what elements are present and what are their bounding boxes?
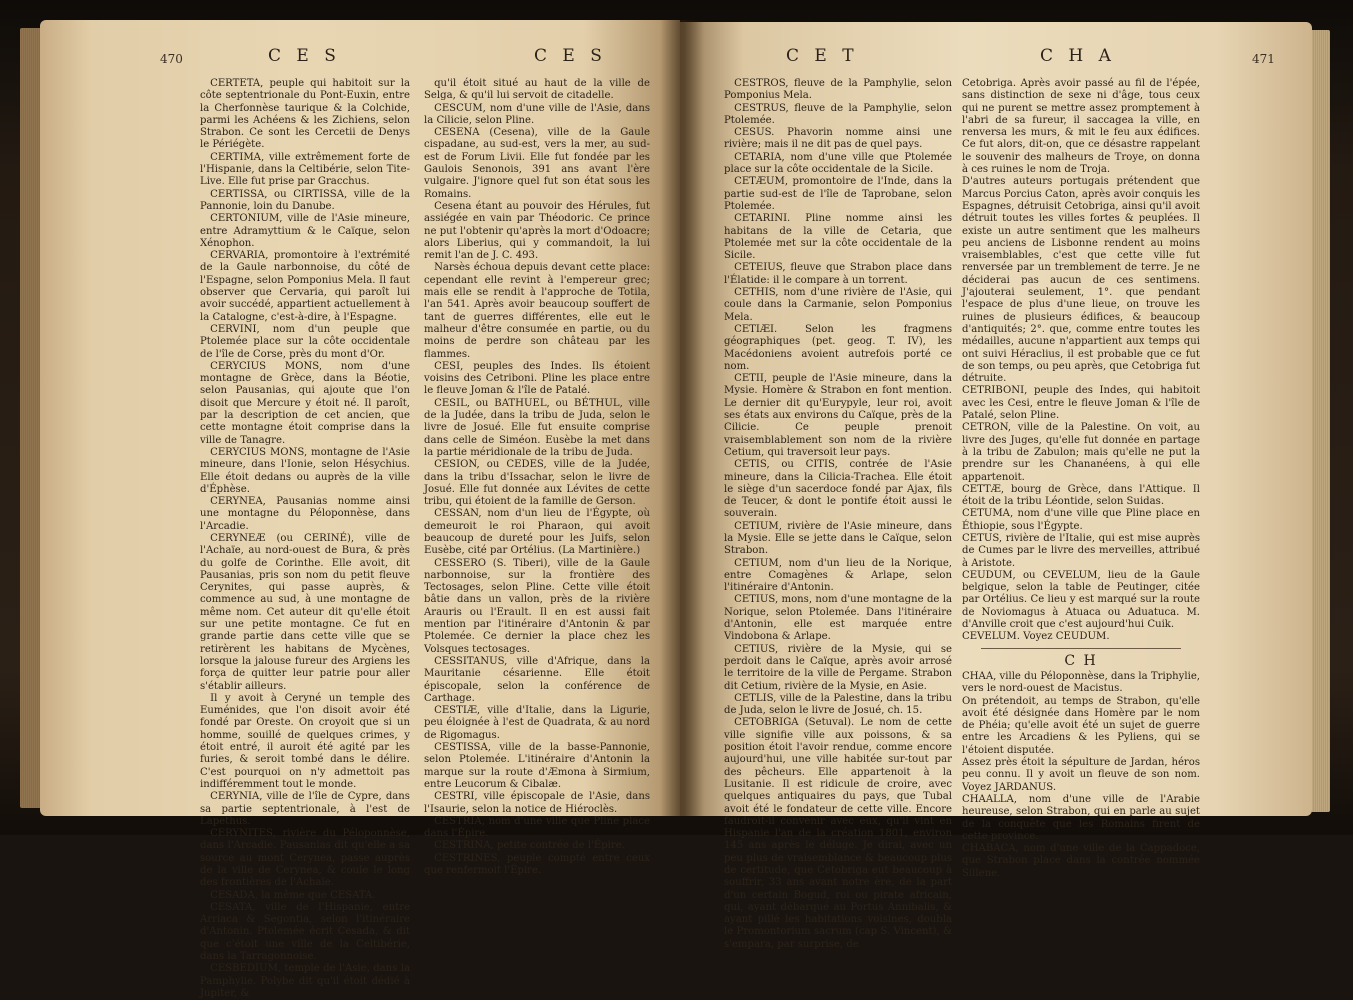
dictionary-entry: CESTRINES, peuple compté entre ceux que renfermoit l'Épire. xyxy=(424,852,650,876)
running-head-left-2: C E S xyxy=(534,46,607,66)
dictionary-entry: CETTÆ, bourg de Grèce, dans l'Attique. Il étoit de la tribu Léontide, selon Suidas. xyxy=(962,483,1200,508)
dictionary-entry: CERYNITES, rivière du Péloponnèse, dans l'Arcadie. Pausanias dit qu'elle a sa source au mont Cerynea, passe auprès de la ville de Cerynea, & coule le long des frontières de l'Achaïe. xyxy=(200,828,410,889)
left-page-column-1 xyxy=(200,78,410,999)
dictionary-entry: CESTISSA, ville de la basse-Pannonie, selon Ptolemée. L'itinéraire d'Antonin la marque sur la route d'Æmona à Sirmium, entre Leucorum & Cibalæ. xyxy=(424,742,650,790)
running-head-right-1: C E T xyxy=(786,46,859,66)
dictionary-entry: CEUDUM, ou CEVELUM, lieu de la Gaule belgique, selon la table de Peutinger, citée par Ortélius. Ce lieu y est marqué sur la route de Noviomagus à Atuaca ou Aduatuca. M. d'Anville croit que c'est aujourd'hui Cuik. xyxy=(962,569,1200,631)
dictionary-entry: CETLIS, ville de la Palestine, dans la tribu de Juda, selon le livre de Josué, ch. 15. xyxy=(724,692,952,717)
right-page-column-2-bottom xyxy=(962,671,1200,880)
dictionary-entry: CESATA, ville de l'Hispanie, entre Arriaca & Segontia, selon l'itinéraire d'Antonin. Ptolemée écrit Cesada, & dit que c'étoit une ville de la Celtibérie, dans la Tarragonnoise. xyxy=(200,901,410,963)
dictionary-entry: CESBEDIUM, temple de l'Asie, dans la Pamphylie. Polybe dit qu'il étoit dédié à Jupiter, & xyxy=(200,963,410,999)
dictionary-entry: CETARINI. Pline nomme ainsi les habitans de la ville de Cetaria, que Ptolemée met sur la côte occidentale de la Sicile. xyxy=(724,213,952,262)
dictionary-entry: CETIS, ou CITIS, contrée de l'Asie mineure, dans la Cilicia-Trachea. Elle étoit le siège d'un sacerdoce fondé par Ajax, fils de Teucer, & dont le pontife étoit aussi le souverain. xyxy=(724,459,952,520)
dictionary-entry: CERVARIA, promontoire à l'extrémité de la Gaule narbonnoise, du côté de l'Espagne, selon Pomponius Mela. Il faut observer que Cervaria, qui paroît lui avoir succédé, appartient actuellement à la Catalogne, c'est-à-dire, à l'Espagne. xyxy=(200,250,410,323)
dictionary-entry: CETIUM, rivière de l'Asie mineure, dans la Mysie. Elle se jette dans le Caïque, selon Strabon. xyxy=(724,520,952,557)
dictionary-entry: CETIÆI. Selon les fragmens géographiques (pet. geog. T. IV), les Macédoniens avoient autrefois porté ce nom. xyxy=(724,323,952,372)
page-number-right: 471 xyxy=(1252,52,1275,66)
dictionary-entry: CERYCIUS MONS, montagne de l'Asie mineure, dans l'Ionie, selon Hésychius. Elle étoit dedans ou auprès de la ville d'Éphèse. xyxy=(200,446,410,495)
dictionary-entry: Narsès échoua depuis devant cette place: cependant elle revint à l'empereur grec; mais elle se rendit à l'approche de Totila, l'an 541. Après avoir beaucoup souffert de tant de guerres différentes, elle eut le malheur d'être consumée en partie, ou du moins de perdre son château par les flammes. xyxy=(424,262,650,360)
left-page-column-2 xyxy=(424,78,650,876)
dictionary-entry: CERTETA, peuple qui habitoit sur la côte septentrionale du Pont-Euxin, entre la Cherfonnèse taurique & la Colchide, parmi les Achéens & les Zichiens, selon Strabon. Ce sont les Cercetii de Denys le Périégète. xyxy=(200,78,410,151)
dictionary-entry: CERVINI, nom d'un peuple que Ptolemée place sur la côte occidentale de l'île de Corse, près du mont d'Or. xyxy=(200,323,410,360)
dictionary-entry: CETÆUM, promontoire de l'Inde, dans la partie sud-est de l'île de Taprobane, selon Ptolemée. xyxy=(724,176,952,212)
dictionary-entry: CESTRI, ville épiscopale de l'Asie, dans l'Isaurie, selon la notice de Hiéroclès. xyxy=(424,791,650,815)
dictionary-entry: CHAALLA, nom d'une ville de l'Arabie heureuse, selon Strabon, qui en parle au sujet de la conquête que les Romains firent de cette province. xyxy=(962,793,1200,842)
dictionary-entry: Cetobriga. Après avoir passé au fil de l'épée, sans distinction de sexe ni d'âge, tous ceux qui ne purent se mettre assez promptement à l'abri de sa fureur, il saccagea la ville, en renversa les murs, & mit le feu aux édifices. Ce fut alors, dit-on, que ce désastre rappelant le souvenir des malheurs de Troye, on donna à ces ruines le nom de Troja. xyxy=(962,78,1200,176)
running-head-left-1: C E S xyxy=(268,46,341,66)
dictionary-entry: CETEIUS, fleuve que Strabon place dans l'Élatide: il le compare à un torrent. xyxy=(724,262,952,286)
dictionary-entry: On prétendoit, au temps de Strabon, qu'elle avoit été désignée dans Homère par le nom de Phéia; qu'elle avoit été un sujet de guerre entre les Arcadiens & les Pyliens, qui se l'étoient disputée. xyxy=(962,695,1200,756)
dictionary-entry: CETIUS, rivière de la Mysie, qui se perdoit dans le Caïque, après avoir arrosé le territoire de la ville de Pergame. Strabon dit Cetium, rivière de la Mysie, en Asie. xyxy=(724,643,952,692)
dictionary-entry: CETUMA, nom d'une ville que Pline place en Éthiopie, sous l'Égypte. xyxy=(962,508,1200,532)
dictionary-entry: CEVELUM. Voyez CEUDUM. xyxy=(962,631,1110,643)
dictionary-entry: CESTROS, fleuve de la Pamphylie, selon Pomponius Mela. xyxy=(724,78,952,102)
dictionary-entry: CESSERO (S. Tiberi), ville de la Gaule narbonnoise, sur la frontière des Tectosages, selon Pline. Cette ville étoit bâtie dans un vallon, près de la rivière Arauris ou l'Erault. Il en est aussi fait mention par l'itinéraire d'Antonin & par Ptolemée. Ce dernier la place chez les Volsques tectosages. xyxy=(424,557,650,655)
dictionary-entry: CESCUM, nom d'une ville de l'Asie, dans la Cilicie, selon Pline. xyxy=(424,102,650,126)
dictionary-entry: CERYNEÆ (ou CERINÉ), ville de l'Achaïe, au nord-ouest de Bura, & près du golfe de Corinthe. Elle avoit, dit Pausanias, pris son nom du petit fleuve Cerynites, qui passe auprès, & commence au sud, à une montagne de même nom. Cet auteur dit qu'elle étoit sur une petite montagne. Ce fut en grande partie dans cette ville que se retirèrent les habitans de Mycènes, lorsque la jalouse fureur des Argiens les força de quitter leur patrie pour aller s'établir ailleurs. xyxy=(200,532,410,692)
dictionary-entry: CESSAN, nom d'un lieu de l'Égypte, où demeuroit le roi Pharaon, qui avoit beaucoup de dureté pour les Juifs, selon Eusèbe, cité par Ortélius. (La Martinière.) xyxy=(424,508,650,557)
dictionary-entry: CESTRIA, nom d'une ville que Pline place dans l'Épire. xyxy=(424,815,650,840)
right-page-column-2 xyxy=(962,78,1200,879)
dictionary-entry: CETII, peuple de l'Asie mineure, dans la Mysie. Homère & Strabon en font mention. Le dernier dit qu'Eurypyle, leur roi, avoit ses états aux environs du Caïque, près de la Cilicie. Ce peuple prenoit vraisemblablement son nom de la rivière Cetium, qui traversoit leur pays. xyxy=(724,373,952,458)
book-gutter xyxy=(660,20,704,816)
dictionary-entry: CHAA, ville du Péloponnèse, dans la Triphylie, vers le nord-ouest de Macistus. xyxy=(962,670,1200,695)
dictionary-entry: CERYNIA, ville de l'île de Cypre, dans sa partie septentrionale, à l'est de Lapethus. xyxy=(200,791,410,827)
right-page-edges xyxy=(1310,30,1330,812)
dictionary-entry: CERTONIUM, ville de l'Asie mineure, entre Adramyttium & le Caïque, selon Xénophon. xyxy=(200,213,410,249)
right-page-column-1 xyxy=(724,78,952,950)
dictionary-entry: CERTIMA, ville extrêmement forte de l'Hispanie, dans la Celtibérie, selon Tite-Live. Elle fut prise par Gracchus. xyxy=(200,151,410,188)
dictionary-entry: CESUS. Phavorin nomme ainsi une rivière; mais il ne dit pas de quel pays. xyxy=(724,127,952,151)
page-number-left: 470 xyxy=(160,52,183,66)
dictionary-entry: CETOBRIGA (Setuval). Le nom de cette ville signifie ville aux poissons, & sa position étoit l'avoir rendue, comme encore aujourd'hui, une ville habitée sur-tout par des pêcheurs. Elle appartenoit à la Lusitanie. Il est ridicule de croire, avec quelques antiquaires du pays, que Tubal avoit été le fondateur de cette ville. Encore faudroit-il convenir avec eux, qu'il vint en Hispanie l'an de la création 1801, environ 145 ans après le déluge. Je dirai, avec un peu plus de vraisemblance & beaucoup plus de certitude, que Cetobriga eut beaucoup à souffrir, 33 ans avant notre ère, de la part d'un certain Bogud, roi ou pirate africain, qui, ayant débarqué au Portus Annibalis, & ayant pillé les habitations voisines, doubla le Promontorium sacrum (cap S. Vincent), & s'empara, par surprise, de xyxy=(724,717,952,950)
dictionary-entry: CETRIBONI, peuple des Indes, qui habitoit avec les Cesi, entre le fleuve Joman & l'île de Patalé, selon Pline. xyxy=(962,385,1200,422)
dictionary-entry: CESTRUS, fleuve de la Pamphylie, selon Ptolemée. xyxy=(724,102,952,126)
dictionary-entry: CESSITANUS, ville d'Afrique, dans la Mauritanie césarienne. Elle étoit épiscopale, selon la conférence de Carthage. xyxy=(424,655,650,704)
dictionary-entry: D'autres auteurs portugais prétendent que Marcus Porcius Caton, après avoir conquis les Espagnes, détruisit Cetobriga, ainsi qu'il avoit détruit toutes les villes fortes & peuplées. Il existe un autre sentiment que les malheurs peu anciens de Lisbonne rendent au moins vraisemblables, c'est que cette ville fut renversée par un tremblement de terre. Je ne déciderai pas aucun de ces sentimens. J'ajouterai seulement, 1°. que pendant l'espace de plus d'une lieue, on trouve les ruines de plusieurs édifices, & beaucoup d'antiquités; 2°. que, comme entre toutes les médailles, aucune n'appartient aux temps qui ont suivi Héraclius, il est probable que ce fut de son temps, ou peu après, que Cetobriga fut détruite. xyxy=(962,176,1200,385)
dictionary-entry: CESADA, la même que CESATA. xyxy=(210,889,376,901)
running-head-right-2: C H A xyxy=(1040,46,1116,66)
dictionary-entry: CESION, ou CEDES, ville de la Judée, dans la tribu d'Issachar, selon le livre de Josué. Elle fut donnée aux Lévites de cette tribu, qui étoient de la famille de Gerson. xyxy=(424,459,650,508)
dictionary-entry: CERYCIUS MONS, nom d'une montagne de Grèce, dans la Béotie, selon Pausanias, qui ajoute que l'on disoit que Mercure y étoit né. Il paroît, par la description de cet ancien, que cette montagne étoit comprise dans la ville de Tanagre. xyxy=(200,360,410,446)
dictionary-entry: CETUS, rivière de l'Italie, qui est mise auprès de Cumes par le livre des merveilles, attribué à Aristote. xyxy=(962,532,1200,569)
dictionary-entry: CESENA (Cesena), ville de la Gaule cispadane, au sud-est, vers la mer, au sud-est de Forum Livii. Elle fut fondée par les Gaulois Senonois, 391 ans avant l'ère vulgaire. J'ignore quel fut son état sous les Romains. xyxy=(424,127,650,200)
dictionary-entry: qu'il étoit situé au haut de la ville de Selga, & qu'il lui servoit de citadelle. xyxy=(424,78,650,102)
dictionary-entry: CESTRINA, petite contrée de l'Épire. xyxy=(434,840,625,852)
dictionary-entry: CERYNEA, Pausanias nomme ainsi une montagne du Péloponnèse, dans l'Arcadie. xyxy=(200,496,410,532)
right-page-column-2-top xyxy=(962,78,1200,644)
dictionary-entry: CETRON, ville de la Palestine. On voit, au livre des Juges, qu'elle fut donnée en partage à la tribu de Zabulon; mais qu'elle ne put la prendre sur les Chananéens, à qui elle appartenoit. xyxy=(962,422,1200,483)
dictionary-entry: CETHIS, nom d'une rivière de l'Asie, qui coule dans la Carmanie, selon Pomponius Mela. xyxy=(724,287,952,323)
dictionary-entry: CESTIÆ, ville d'Italie, dans la Ligurie, peu éloignée à l'est de Quadrata, & au nord de Rigomagus. xyxy=(424,705,650,741)
dictionary-entry: CETIUS, mons, nom d'une montagne de la Norique, selon Ptolemée. Dans l'itinéraire d'Antonin, elle est marquée entre Vindobona & Arlape. xyxy=(724,594,952,643)
dictionary-entry: CERTISSA, ou CIRTISSA, ville de la Pannonie, loin du Danube. xyxy=(200,188,410,212)
section-heading-ch: C H xyxy=(1064,652,1098,669)
dictionary-entry: CESI, peuples des Indes. Ils étoient voisins des Cetriboni. Pline les place entre le fleuve Joman & l'île de Patalé. xyxy=(424,360,650,397)
dictionary-entry: CETARIA, nom d'une ville que Ptolemée place sur la côte occidentale de la Sicile. xyxy=(724,151,952,176)
dictionary-entry: Il y avoit à Ceryné un temple des Euménides, que l'on disoit avoir été fondé par Oreste. On croyoit que si un homme, souillé de quelques crimes, y étoit entré, il auroit été agité par les furies, & seroit tombé dans le délire. C'est pourquoi on n'y admettoit pas indifféremment tout le monde. xyxy=(200,692,410,790)
dictionary-entry: CHABACA, nom d'une ville de la Cappadoce, que Strabon place dans la contrée nommée Sillene. xyxy=(962,843,1200,879)
dictionary-entry: Cesena étant au pouvoir des Hérules, fut assiégée en vain par Théodoric. Ce prince ne put l'obtenir qu'après la mort d'Odoacre; alors Liberius, qui y commandoit, la lui remit l'an de J. C. 493. xyxy=(424,200,650,262)
dictionary-entry: CETIUM, nom d'un lieu de la Norique, entre Comagènes & Arlape, selon l'itinéraire d'Antonin. xyxy=(724,557,952,594)
dictionary-entry: Assez près étoit la sépulture de Jardan, héros peu connu. Il y avoit un fleuve de son nom. Voyez JARDANUS. xyxy=(962,757,1200,793)
section-rule xyxy=(981,648,1181,649)
dictionary-entry: CESIL, ou BATHUEL, ou BÉTHUL, ville de la Judée, dans la tribu de Juda, selon le livre de Josué. Elle fut ensuite comprise dans celle de Siméon. Eusèbe la met dans la partie méridionale de la tribu de Juda. xyxy=(424,397,650,458)
